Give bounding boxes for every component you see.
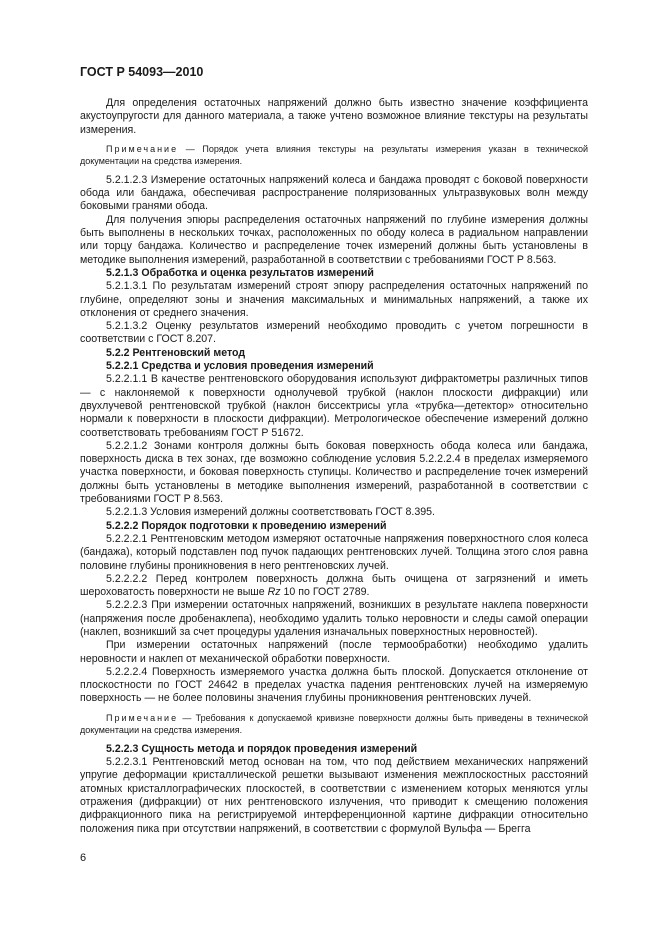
paragraph: При измерении остаточных напряжений (после термообработки) необходимо удалить неровности и наклеп от механической обработки поверхности. — [80, 639, 588, 665]
paragraph-tail: 10 по ГОСТ 2789. — [280, 586, 370, 599]
paragraph: 5.2.2.2.4 Поверхность измеряемого участка должна быть плоской. Допускается отклонение от плоскостности по ГОСТ 24642 в пределах участка падения рентгеновских лучей на измеряемую поверхность — не более половины значения глубины проникновения рентгеновских лучей. — [80, 665, 588, 705]
paragraph — [80, 573, 588, 600]
roughness-symbol: Rz — [267, 586, 281, 599]
section-heading: 5.2.2.2 Порядок подготовки к проведению измерений — [106, 519, 387, 532]
paragraph: 5.2.2.2.1 Рентгеновским методом измеряют остаточные напряжения поверхностного слоя колеса (бандажа), который подставлен под пучок падающих рентгеновских лучей. Толщина этого слоя равна половине глубины проникновения в него рентгеновских лучей. — [80, 532, 588, 572]
document-body — [80, 97, 588, 836]
note — [80, 143, 588, 167]
paragraph: 5.2.1.3.1 По результатам измерений строят эпюру распределения остаточных напряжений по глубине, определяют зоны и значения максимальных и минимальных напряжений, а также их отклонения от среднего значения. — [80, 280, 588, 319]
paragraph: 5.2.2.1.2 Зонами контроля должны быть боковая поверхность обода колеса или бандажа, поверхность диска в тех зонах, где возможно соблюдение условия 5.2.2.2.4 в пределах измеряемого участка поверхности, и боковая поверхность ступицы. Количество и распределение точек измерений должны быть установлены в методике выполнения измерений, разработанной в соответствии с требованиями ГОСТ Р 8.563. — [80, 439, 588, 506]
page-number: 6 — [80, 852, 87, 864]
section-heading: 5.2.2.3 Сущность метода и порядок проведения измерений — [106, 742, 418, 755]
paragraph-text: 5.2.2.2.2 Перед контролем поверхность должна быть очищена от загрязнений и иметь шероховатость поверхности не выше — [80, 572, 588, 599]
paragraph: 5.2.1.3.2 Оценку результатов измерений необходимо проводить с учетом погрешности в соответствии с ГОСТ 8.207. — [80, 320, 588, 346]
note-label: Примечание — [106, 143, 179, 154]
paragraph: 5.2.2.3.1 Рентгеновский метод основан на том, что под действием механических напряжений упругие деформации кристаллической решетки вызывают изменения межплоскостных расстояний атомных кристаллографических плоскостей, в соответствии с изменением которых меняются углы отражения (дифракции) от них рентгеновского излучения, что приводит к смещению положения дифракционного пика на регистрируемой интерференционной картине дифракции относительно положения пика при отсутствии напряжений, в соответствии с формулой Вульфа — Брегга — [80, 756, 588, 835]
paragraph: 5.2.2.2.3 При измерении остаточных напряжений, возникших в результате наклепа поверхности (напряжения после дробенаклепа), необходимо удалить только неровности и следы самой операции (наклеп, возникший за счет процедуры удаления изначальных поверхностных неровностей). — [80, 599, 588, 638]
paragraph: 5.2.2.1.3 Условия измерений должны соответствовать ГОСТ 8.395. — [106, 506, 435, 519]
note-label: Примечание — [106, 712, 179, 723]
paragraph: 5.2.1.2.3 Измерение остаточных напряжений колеса и бандажа проводят с боковой поверхности обода или бандажа, обеспечивая распространение поляризованных ультразвуковых волн между боковыми гранями обода. — [80, 173, 588, 213]
paragraph: Для определения остаточных напряжений должно быть известно значение коэффициента акустоупругости для данного материала, а также учтено возможное влияние текстуры на результаты измерения. — [80, 97, 588, 136]
standard-header: ГОСТ Р 54093—2010 — [80, 65, 204, 79]
note-text: — Порядок учета влияния текстуры на результаты измерения указан в технической документации на средства измерения. — [80, 143, 588, 166]
paragraph: Для получения эпюры распределения остаточных напряжений по глубине измерения должны быть выполнены в нескольких точках, расположенных по ободу колеса в радиальном направлении или торцу бандажа. Количество и распределение точек измерений должны быть установлены в методике выполнения измерений, разработанной в соответствии с требованиями ГОСТ Р 8.563. — [80, 213, 588, 266]
note — [80, 712, 588, 736]
section-heading: 5.2.2 Рентгеновский метод — [106, 346, 246, 359]
paragraph: 5.2.2.1.1 В качестве рентгеновского оборудования используют дифрактометры различных типов — с наклоняемой к поверхности однолучевой трубкой (наклон плоскости дифракции) или двухлучевой рентгеновской трубкой (наклон биссектрисы угла «трубка—детектор» относительно нормали к поверхности в плоскости дифракции). Метрологическое обеспечение измерений должно соответствовать требованиям ГОСТ Р 51672. — [80, 373, 588, 439]
section-heading: 5.2.1.3 Обработка и оценка результатов измерений — [106, 266, 374, 279]
note-text: — Требования к допускаемой кривизне поверхности должны быть приведены в технической документации на средства измерения. — [80, 712, 588, 735]
section-heading: 5.2.2.1 Средства и условия проведения измерений — [106, 360, 374, 373]
